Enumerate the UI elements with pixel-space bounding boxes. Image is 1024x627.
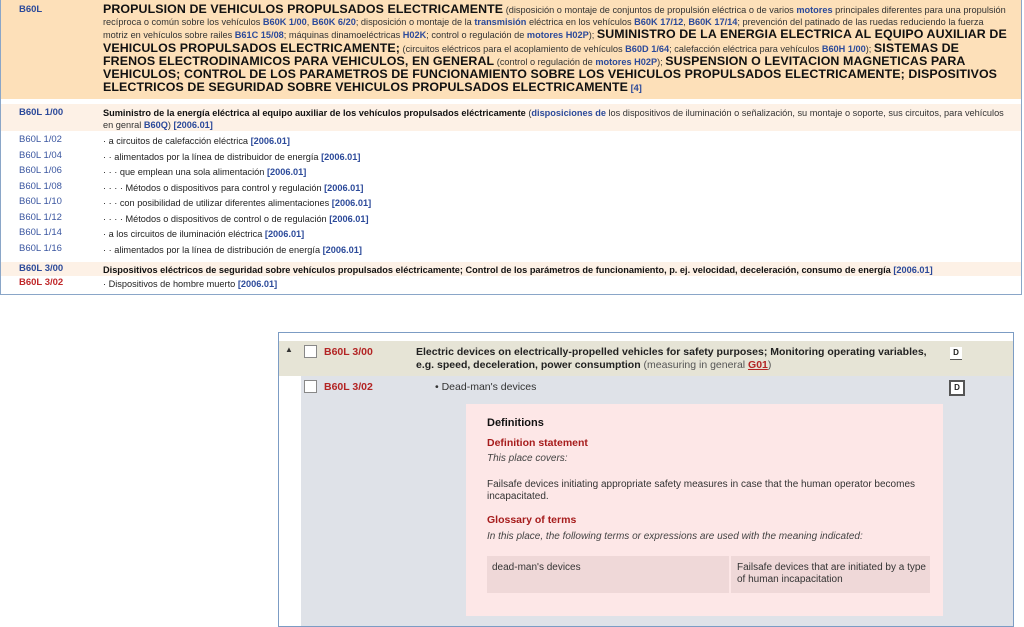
subgroup-row bbox=[1, 195, 1021, 210]
subgroup-code-link[interactable]: B60L 1/12 bbox=[19, 211, 62, 223]
select-checkbox[interactable] bbox=[304, 345, 317, 358]
definitions-heading: Definitions bbox=[487, 417, 544, 429]
definition-statement-text: Failsafe devices initiating appropriate safety measures in case that the human operator becomes incapacitated. bbox=[487, 479, 916, 502]
definitions-box bbox=[466, 404, 943, 616]
version-link[interactable]: [2006.01] bbox=[250, 136, 290, 146]
reference-link[interactable]: motores bbox=[796, 5, 833, 15]
group-row-3-00 bbox=[1, 262, 1021, 276]
title-text: , bbox=[306, 17, 312, 28]
title-text: ; calefacción eléctrica para vehículos bbox=[669, 43, 822, 54]
glossary-intro: In this place, the following terms or expressions are used with the meaning indicated: bbox=[487, 531, 863, 542]
title-text: PROPULSION DE VEHICULOS PROPULSADOS ELECTRICAMENTE bbox=[103, 2, 504, 16]
reference-link[interactable]: B60K 6/20 bbox=[311, 17, 356, 28]
class-code-link[interactable]: B60L bbox=[19, 4, 43, 15]
version-link[interactable]: [2006.01] bbox=[321, 151, 361, 162]
subgroup-row bbox=[1, 164, 1021, 179]
title-text: eléctrica en los vehículos bbox=[526, 17, 635, 28]
title-text: ); bbox=[588, 30, 597, 41]
subgroup-title: · · · que emplean una sola alimentación bbox=[103, 167, 265, 177]
subgroup-row bbox=[1, 149, 1021, 164]
definition-statement-intro: This place covers: bbox=[487, 453, 568, 464]
subgroup-row bbox=[1, 242, 1021, 257]
reference-link[interactable]: motores H02P bbox=[526, 30, 589, 41]
subgroup-title: · a los circuitos de iluminación eléctrica bbox=[103, 229, 263, 239]
note-suffix: ) bbox=[767, 358, 772, 371]
subgroup-code-link[interactable]: B60L 3/02 bbox=[324, 381, 373, 393]
reference-link[interactable]: motores H02P bbox=[595, 56, 658, 67]
subgroup-title: · · alimentados por la línea de distribuidor de energía bbox=[103, 151, 319, 162]
subgroup-row-3-02 bbox=[1, 276, 1021, 291]
subgroup-code-link[interactable]: B60L 1/10 bbox=[19, 196, 62, 207]
definitions-button[interactable]: D bbox=[950, 347, 962, 360]
subgroup-title: · a circuitos de calefacción eléctrica bbox=[103, 136, 249, 146]
group-title: Electric devices on electrically-propelled vehicles for safety purposes; Monitoring operating variables, e.g. speed, deceleration, power consumption bbox=[416, 346, 927, 371]
collapse-triangle-icon[interactable]: ▲ bbox=[285, 345, 293, 354]
version-link[interactable]: [2006.01] bbox=[331, 198, 372, 208]
version-link[interactable]: [2006.01] bbox=[266, 167, 307, 177]
title-text: ; prevención del patinado de las ruedas reduciendo la fuerza motriz en vehículos sobre railes bbox=[103, 17, 984, 41]
reference-link[interactable]: transmisión bbox=[474, 17, 527, 28]
definitions-button[interactable]: D bbox=[949, 380, 965, 396]
title-text: ) bbox=[167, 120, 174, 130]
group-row-3-00 bbox=[279, 341, 1013, 376]
reference-link[interactable]: B60K 1/00 bbox=[262, 17, 307, 28]
select-checkbox[interactable] bbox=[304, 380, 317, 393]
subgroup-row-3-02 bbox=[301, 376, 1013, 626]
group-code-link[interactable]: B60L 3/00 bbox=[324, 346, 373, 358]
title-text: los dispositivos de iluminación o señalización, su montaje o soporte, sus circuitos, para vehículos en genral bbox=[103, 108, 1004, 130]
subgroup-row bbox=[1, 211, 1021, 226]
subgroup-title: • Dead-man's devices bbox=[435, 381, 537, 393]
version-link[interactable]: [2006.01] bbox=[324, 182, 364, 193]
glossary-term: dead-man's devices bbox=[492, 562, 581, 573]
glossary-heading: Glossary of terms bbox=[487, 514, 577, 526]
g01-link[interactable]: G01 bbox=[748, 358, 768, 371]
english-cpc-panel bbox=[278, 332, 1014, 627]
version-link[interactable]: [2006.01] bbox=[893, 265, 933, 275]
title-text: principales diferentes para una propulsión recíproca o común sobre los vehículos bbox=[103, 5, 1006, 28]
title-text: ( bbox=[525, 108, 532, 118]
version-link[interactable]: [2006.01] bbox=[322, 244, 362, 255]
title-text: , bbox=[683, 17, 689, 28]
reference-link[interactable]: B61C 15/08 bbox=[234, 30, 284, 41]
title-text: (disposición o montaje de conjuntos de propulsión eléctrica o de varios bbox=[503, 5, 797, 15]
title-text: ; control o regulación de bbox=[426, 30, 527, 41]
spanish-classification-panel bbox=[0, 0, 1022, 295]
reference-link[interactable]: B60K 17/14 bbox=[688, 17, 738, 28]
title-text: Suministro de la energía eléctrica al equipo auxiliar de los vehículos propulsados eléctricamente bbox=[103, 108, 526, 118]
subgroup-title: · · · · Métodos o dispositivos para control y regulación bbox=[103, 182, 322, 193]
subgroup-code-link[interactable]: B60L 1/14 bbox=[19, 227, 62, 238]
subgroup-title: · · alimentados por la línea de distribución de energía bbox=[103, 244, 321, 255]
title-text: SUSPENSION O LEVITACION MAGNETICAS PARA VEHICULOS; CONTROL DE LOS PARAMETROS DE FUNCIONAMIENTO SOBRE LOS VEHICULOS PROPULSADOS ELECTRICAMENTE; DISPOSITIVOS ELECTRICOS DE SEGURIDAD SOBRE VEHICULOS PROPULSADOS ELECTRICAMENTE bbox=[103, 53, 998, 95]
subgroup-code-link[interactable]: B60L 1/06 bbox=[19, 165, 62, 176]
subgroup-code-link[interactable]: B60L 1/16 bbox=[19, 242, 62, 254]
title-text: (circuitos eléctricos para el acoplamiento de vehículos bbox=[399, 43, 626, 54]
subgroup-row bbox=[1, 226, 1021, 241]
reference-link[interactable]: H02K bbox=[402, 30, 427, 41]
subgroup-row bbox=[1, 180, 1021, 195]
group-code-link[interactable]: B60L 1/00 bbox=[19, 107, 64, 118]
title-text: SISTEMAS DE FRENOS ELECTRODINAMICOS PARA VEHICULOS, EN GENERAL bbox=[103, 40, 960, 68]
class-title bbox=[103, 3, 1011, 94]
reference-link[interactable]: [2006.01] bbox=[173, 120, 213, 130]
note-prefix: (measuring in general bbox=[640, 358, 749, 371]
definition-statement-heading: Definition statement bbox=[487, 437, 588, 449]
title-text: (control o regulación de bbox=[494, 56, 596, 67]
class-header bbox=[1, 0, 1021, 99]
subgroup-code-link[interactable]: B60L 1/04 bbox=[19, 149, 62, 161]
group-row-1-00 bbox=[1, 104, 1021, 131]
reference-link[interactable]: disposiciones de bbox=[531, 108, 606, 118]
reference-link[interactable]: [4] bbox=[630, 83, 642, 94]
glossary-meaning: Failsafe devices that are initiated by a type of human incapacitation bbox=[729, 556, 929, 593]
reference-link[interactable]: B60D 1/64 bbox=[625, 43, 670, 54]
subgroup-title: · Dispositivos de hombre muerto bbox=[103, 279, 236, 289]
subgroup-row bbox=[1, 133, 1021, 148]
group-title: Dispositivos eléctricos de seguridad sobre vehículos propulsados eléctricamente; Control de los parámetros de funcionamiento, p. ej. velocidad, deceleración, consumo de energía bbox=[103, 265, 891, 275]
subgroup-code-link[interactable]: B60L 1/02 bbox=[19, 134, 62, 145]
subgroup-code-link[interactable]: B60L 3/02 bbox=[19, 277, 64, 288]
title-text: SUMINISTRO DE LA ENERGIA ELECTRICA AL EQUIPO AUXILIAR DE VEHICULOS PROPULSADOS ELECTRICAMENTE; bbox=[103, 27, 1007, 55]
subgroup-title: · · · con posibilidad de utilizar diferentes alimentaciones bbox=[103, 198, 330, 208]
reference-link[interactable]: B60K 17/12 bbox=[634, 17, 684, 28]
title-text: ; disposición o montaje de la bbox=[355, 17, 475, 28]
title-text: ); bbox=[657, 56, 666, 67]
glossary-row bbox=[487, 556, 930, 593]
reference-link[interactable]: B60H 1/00 bbox=[821, 43, 866, 54]
version-link[interactable]: [2006.01] bbox=[329, 213, 369, 224]
title-text: ); bbox=[865, 43, 874, 54]
group-title bbox=[103, 107, 1011, 131]
subgroup-title: · · · · Métodos o dispositivos de control o de regulación bbox=[103, 213, 327, 224]
subgroup-code-link[interactable]: B60L 1/08 bbox=[19, 180, 62, 192]
version-link[interactable]: [2006.01] bbox=[264, 229, 305, 239]
reference-link[interactable]: B60Q bbox=[143, 120, 168, 130]
version-link[interactable]: [2006.01] bbox=[237, 279, 278, 289]
title-text: ; máquinas dinamoeléctricas bbox=[283, 30, 403, 41]
group-code-link[interactable]: B60L 3/00 bbox=[19, 263, 64, 274]
